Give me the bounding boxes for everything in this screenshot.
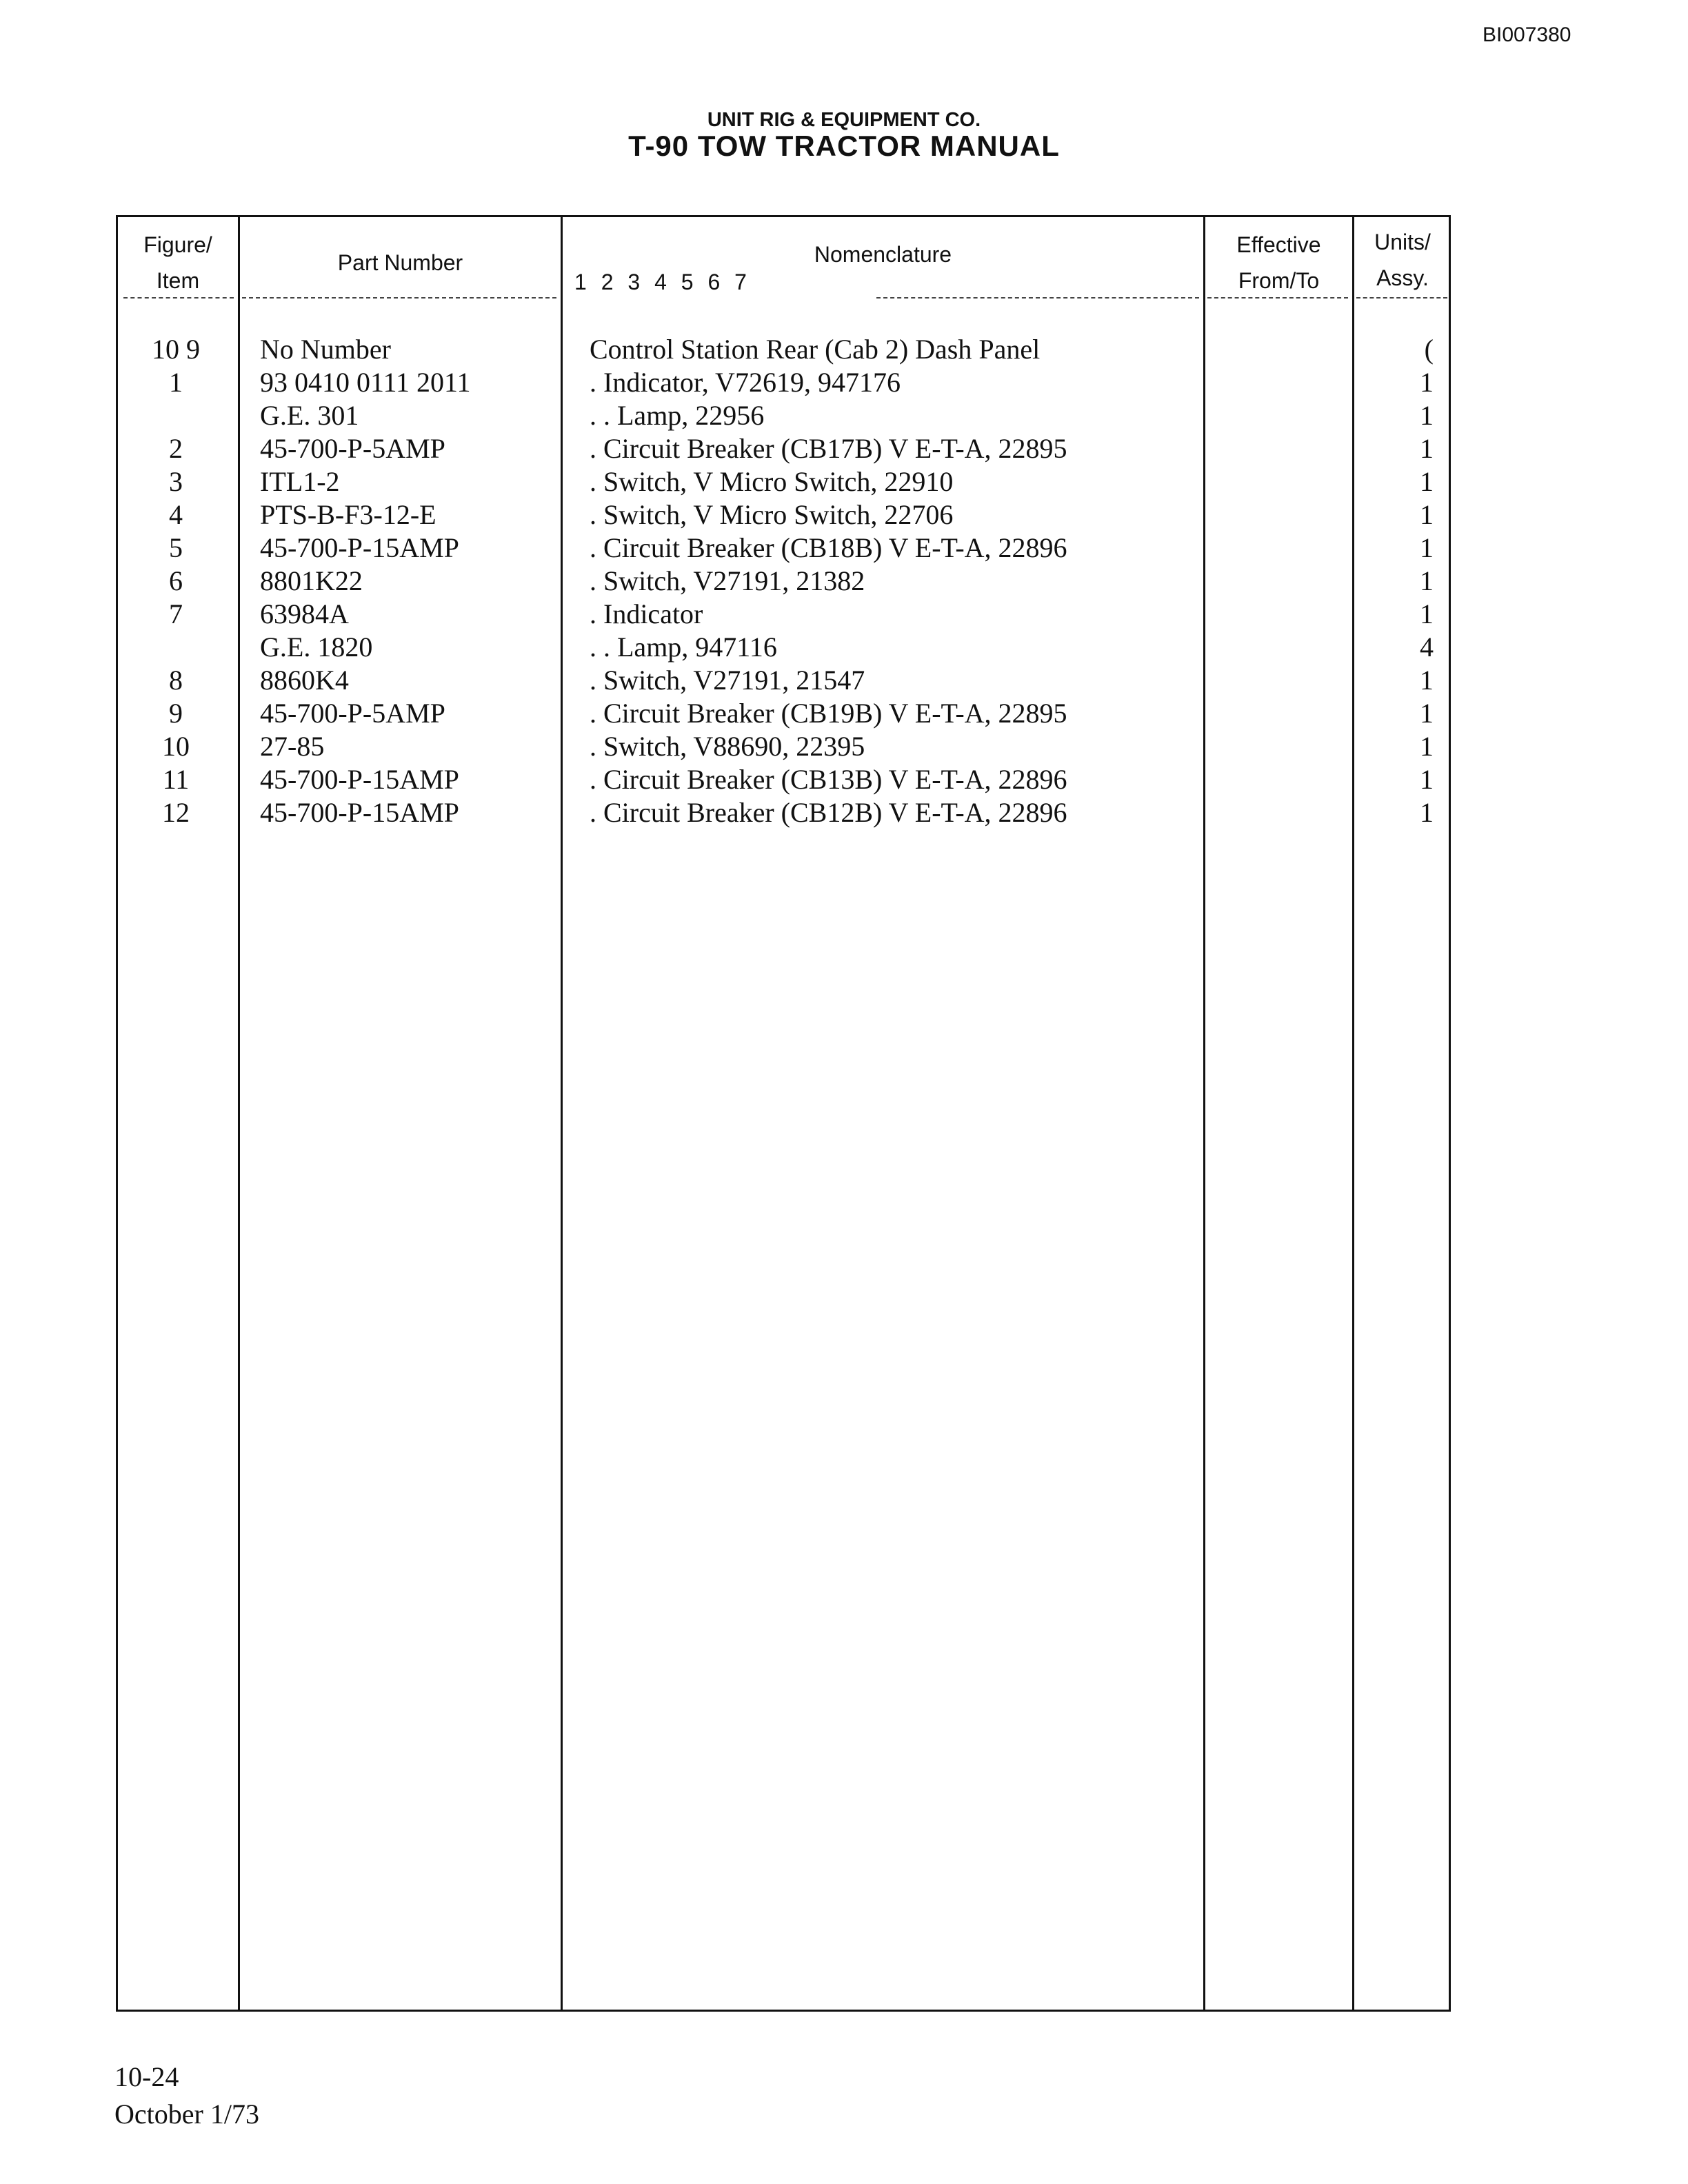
nomenclature: . Indicator [590, 598, 703, 629]
part-number: 45-700-P-5AMP [260, 698, 445, 729]
table-row [118, 465, 1449, 498]
header-effective-line2: From/To [1238, 268, 1320, 293]
table-row [118, 631, 1449, 664]
part-number: 45-700-P-5AMP [260, 433, 445, 464]
header-figure-item [118, 227, 238, 299]
units-per-assy: 4 [1420, 631, 1434, 663]
nomenclature: . Circuit Breaker (CB18B) V E-T-A, 22896 [590, 532, 1067, 563]
header-rule [876, 297, 1199, 299]
header-figure-line1: Figure/ [143, 232, 212, 257]
figure-item: 10 9 [152, 334, 200, 365]
table-row [118, 532, 1449, 565]
units-per-assy: 1 [1420, 565, 1434, 596]
nomenclature: . Circuit Breaker (CB19B) V E-T-A, 22895 [590, 698, 1067, 729]
figure-item: 9 [169, 698, 183, 729]
header-part-number: Part Number [337, 250, 463, 275]
units-per-assy: 1 [1420, 400, 1434, 431]
units-per-assy: 1 [1420, 797, 1434, 828]
figure-item: 6 [169, 565, 183, 596]
part-number: 8801K22 [260, 565, 363, 596]
units-per-assy: 1 [1420, 665, 1434, 696]
part-number: PTS-B-F3-12-E [260, 499, 436, 530]
parts-rows [118, 333, 1449, 829]
table-row [118, 432, 1449, 465]
units-per-assy: 1 [1420, 731, 1434, 762]
units-per-assy: 1 [1420, 367, 1434, 398]
part-number: 45-700-P-15AMP [260, 764, 459, 795]
page-footer [114, 2059, 259, 2133]
header-rule [1356, 297, 1447, 299]
header-effective [1205, 227, 1352, 299]
table-row [118, 498, 1449, 532]
units-per-assy: 1 [1420, 499, 1434, 530]
figure-item: 12 [162, 797, 190, 828]
part-number: 45-700-P-15AMP [260, 797, 459, 828]
figure-item: 5 [169, 532, 183, 563]
header-nomenclature-levels: 1 2 3 4 5 6 7 [574, 270, 751, 294]
document-id: BI007380 [1483, 23, 1571, 46]
nomenclature: . Circuit Breaker (CB13B) V E-T-A, 22896 [590, 764, 1067, 795]
units-per-assy: 1 [1420, 466, 1434, 497]
units-per-assy: 1 [1420, 598, 1434, 629]
nomenclature: . Circuit Breaker (CB12B) V E-T-A, 22896 [590, 797, 1067, 828]
part-number: ITL1-2 [260, 466, 340, 497]
nomenclature: Control Station Rear (Cab 2) Dash Panel [590, 334, 1041, 365]
figure-item: 1 [169, 367, 183, 398]
units-per-assy: 1 [1420, 698, 1434, 729]
figure-item: 11 [162, 764, 190, 795]
nomenclature: . . Lamp, 22956 [590, 400, 765, 431]
header-nomenclature: Nomenclature [814, 242, 952, 267]
nomenclature: . Switch, V Micro Switch, 22910 [590, 466, 954, 497]
figure-item: 8 [169, 665, 183, 696]
table-row [118, 333, 1449, 366]
units-per-assy: ( [1424, 334, 1434, 365]
figure-item: 3 [169, 466, 183, 497]
part-number: 8860K4 [260, 665, 349, 696]
header-rule [123, 297, 234, 299]
header-effective-line1: Effective [1236, 232, 1321, 257]
units-per-assy: 1 [1420, 532, 1434, 563]
revision-date: October 1/73 [114, 2099, 259, 2130]
nomenclature: . Switch, V27191, 21382 [590, 565, 865, 596]
table-row [118, 366, 1449, 399]
table-row [118, 565, 1449, 598]
company-name: UNIT RIG & EQUIPMENT CO. [707, 109, 981, 131]
nomenclature: . Switch, V88690, 22395 [590, 731, 865, 762]
header-units-line1: Units/ [1374, 230, 1431, 254]
parts-table [116, 215, 1451, 2012]
header-units-line2: Assy. [1376, 265, 1429, 290]
table-row [118, 796, 1449, 829]
units-per-assy: 1 [1420, 433, 1434, 464]
figure-item: 2 [169, 433, 183, 464]
part-number: G.E. 301 [260, 400, 359, 431]
part-number: 45-700-P-15AMP [260, 532, 459, 563]
part-number: G.E. 1820 [260, 631, 373, 663]
table-row [118, 664, 1449, 697]
page-number: 10-24 [114, 2061, 179, 2092]
header-figure-line2: Item [156, 268, 200, 293]
part-number: No Number [260, 334, 391, 365]
nomenclature: . Switch, V27191, 21547 [590, 665, 865, 696]
table-row [118, 763, 1449, 796]
nomenclature: . Circuit Breaker (CB17B) V E-T-A, 22895 [590, 433, 1067, 464]
table-row [118, 399, 1449, 432]
header-units [1354, 224, 1451, 296]
nomenclature: . Switch, V Micro Switch, 22706 [590, 499, 954, 530]
part-number: 93 0410 0111 2011 [260, 367, 471, 398]
nomenclature: . Indicator, V72619, 947176 [590, 367, 901, 398]
table-row [118, 697, 1449, 730]
table-row [118, 598, 1449, 631]
header-rule [242, 297, 556, 299]
figure-item: 10 [162, 731, 190, 762]
header-rule [1207, 297, 1348, 299]
figure-item: 4 [169, 499, 183, 530]
table-row [118, 730, 1449, 763]
figure-item: 7 [169, 598, 183, 629]
nomenclature: . . Lamp, 947116 [590, 631, 777, 663]
units-per-assy: 1 [1420, 764, 1434, 795]
part-number: 63984A [260, 598, 349, 629]
part-number: 27-85 [260, 731, 325, 762]
manual-title: T-90 TOW TRACTOR MANUAL [628, 130, 1060, 162]
